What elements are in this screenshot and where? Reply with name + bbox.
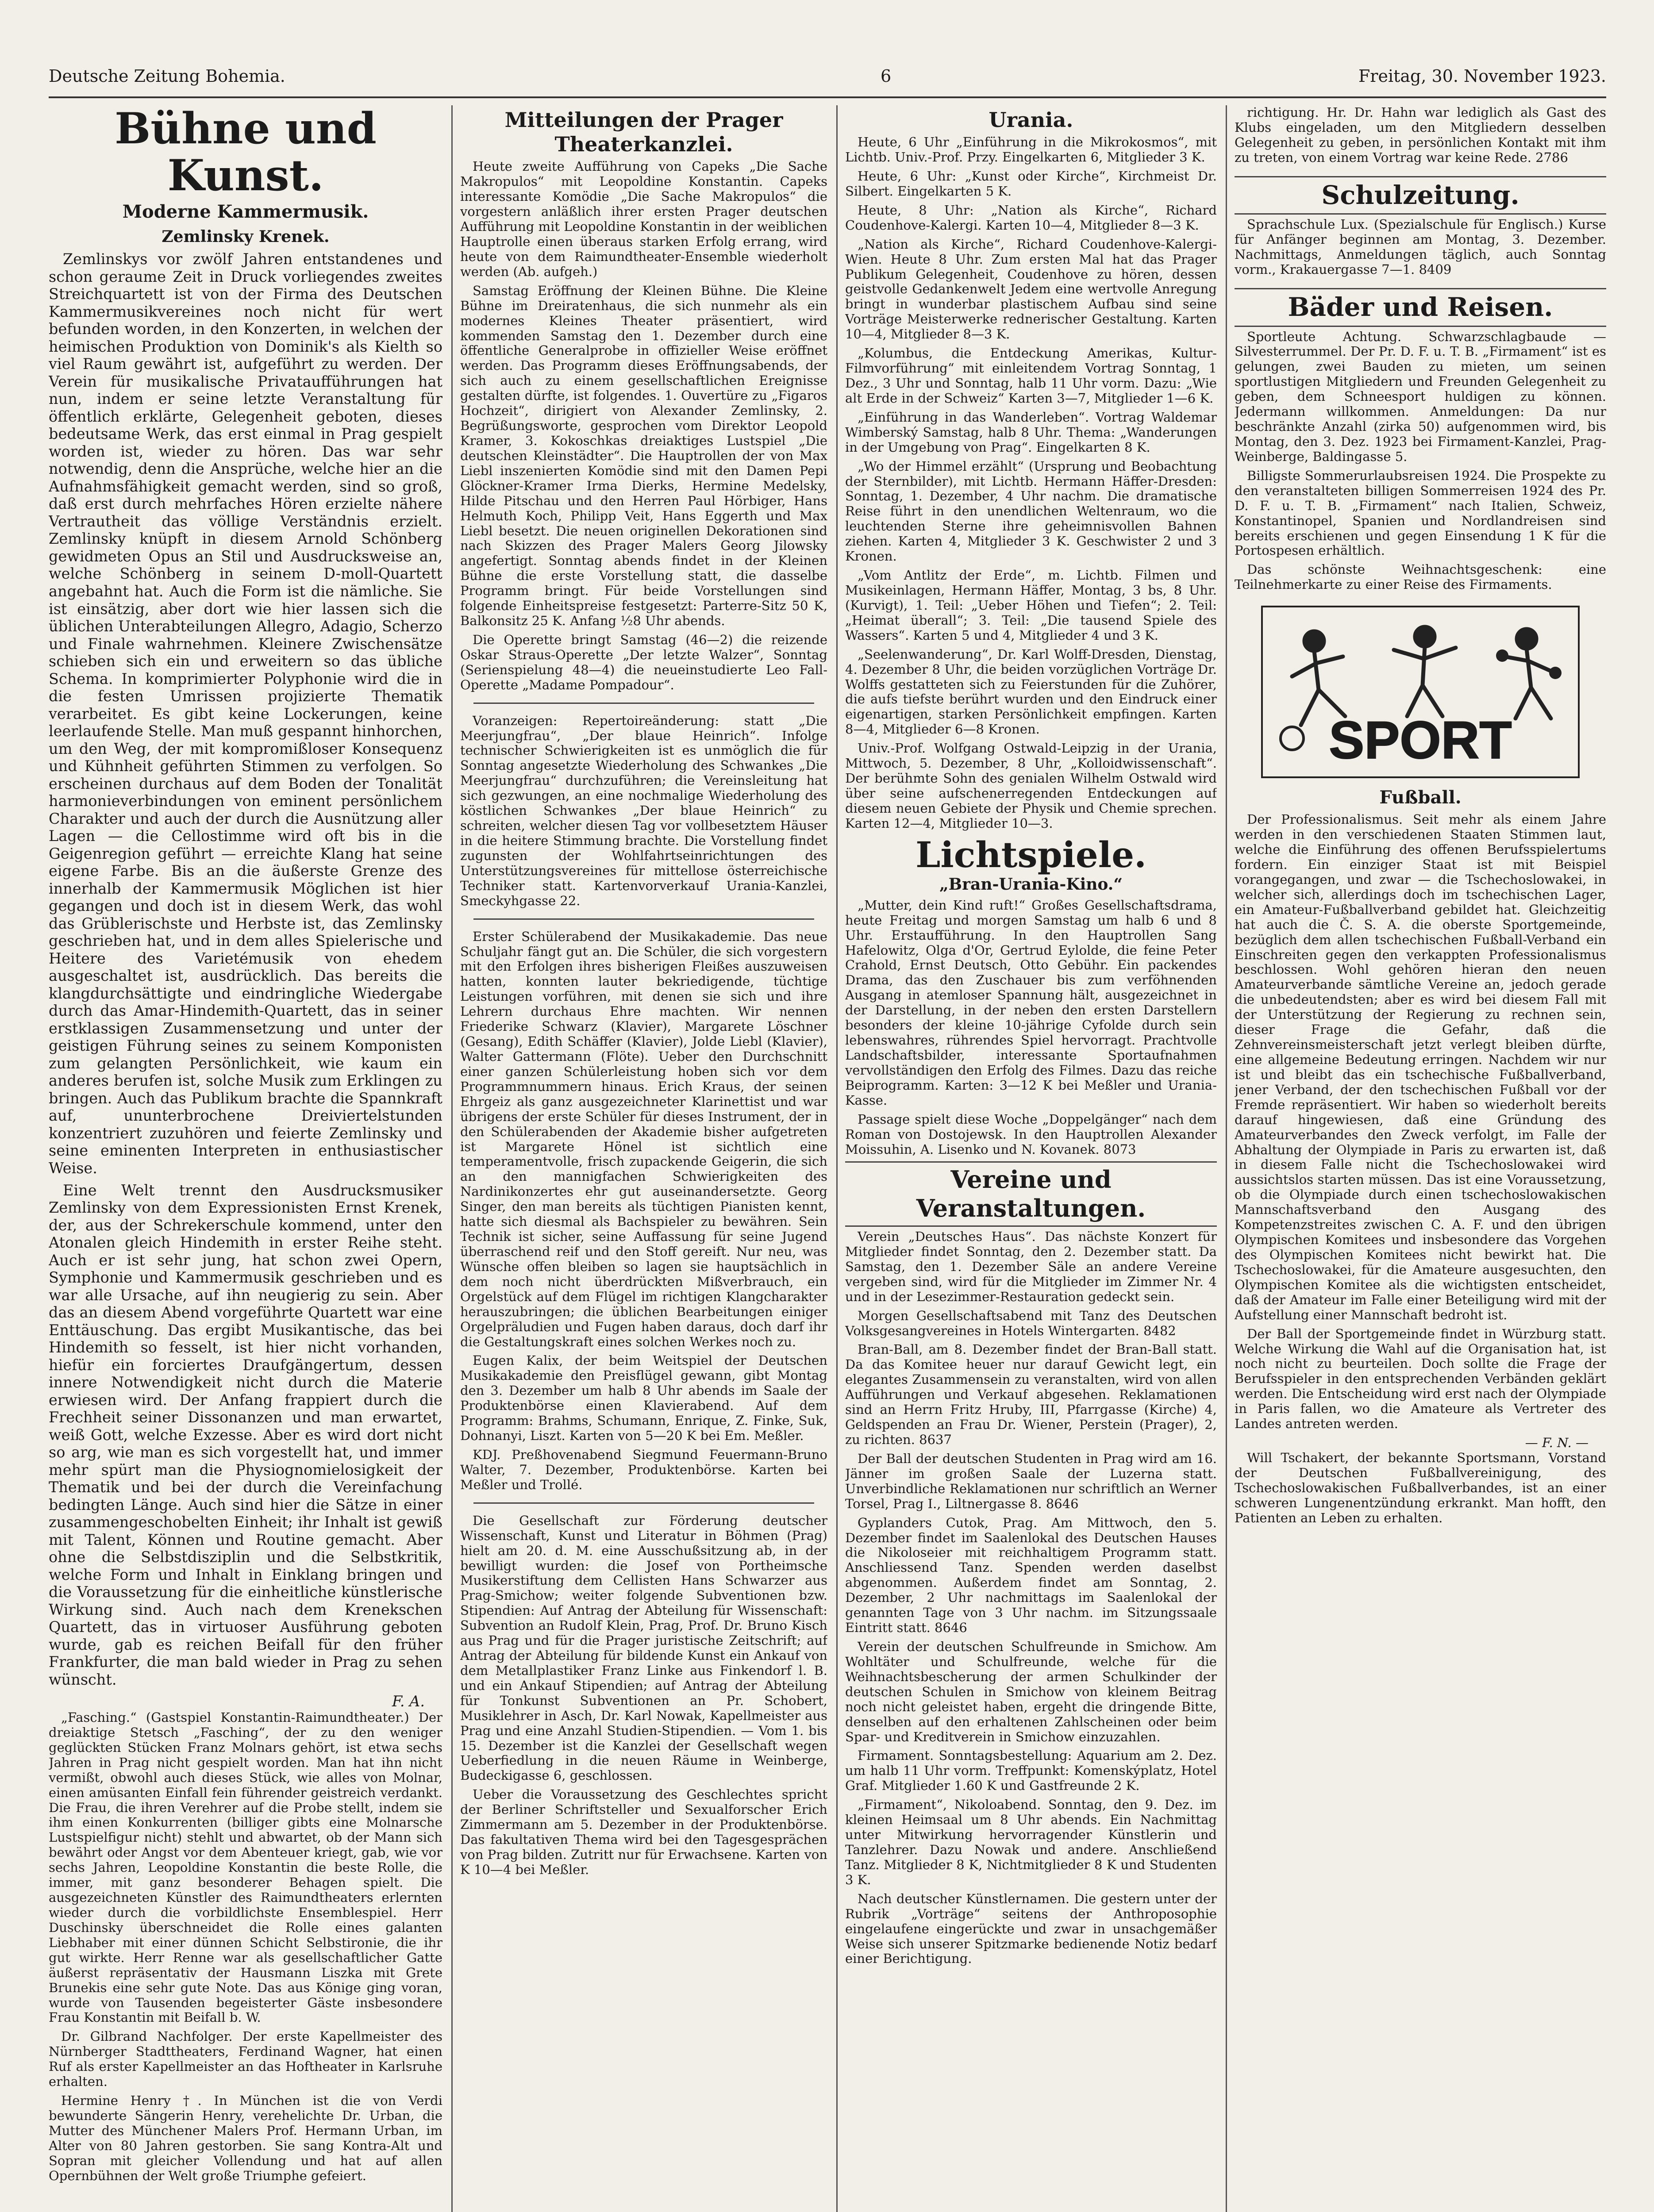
sport-emblem (1261, 606, 1580, 778)
paragraph: „Mutter, dein Kind ruft!“ Großes Gesellschaftsdrama, heute Freitag und morgen Samstag um halb 6 und 8 Uhr. Erstaufführung. In den Hauptrollen Sang Hafelowitz, Olga d'Or, Gertrud Eylolde, die feine Peter Crahold, Ernst Deutsch, Otto Gebühr. Ein packendes Drama, das den Zuschauer bis zum verföhnenden Ausgang in atemloser Spannung hält, ausgezeichnet in der Darstellung, in der neben den ersten Darstellern besonders der kleine 10-jährige Cyfolde durch sein lebenswahres, rührendes Spiel hervorragt. Prachtvolle Landschaftsbilder, interessante Sportaufnahmen vervollständigen den Erfolg des Filmes. Dazu das reiche Beiprogramm. Karten: 3—12 K bei Meßler und Urania-Kasse. (845, 897, 1217, 1108)
paragraph: Die Operette bringt Samstag (46—2) die reizende Oskar Straus-Operette „Der letzte Walzer“, Sonntag (Serienspielung 48—4) die neueinstudierte Leo Fall-Operette „Madame Pompadour“. (460, 632, 827, 692)
baeder-notices (1235, 330, 1606, 593)
sport-word: SPORT (1329, 710, 1512, 770)
paragraph: Samstag Eröffnung der Kleinen Bühne. Die Kleine Bühne im Dreiratenhaus, die sich nunmehr als ein modernes Kleines Theater präsentiert, wird kommenden Samstag den 1. Dezember durch eine öffentliche Generalprobe in offizieller Weise eröffnet werden. Das Programm dieses Eröffnungsabends, der sich auch zu einem gesellschaftlichen Ereignisse gestalten dürfte, ist folgendes. 1. Ouvertüre zu „Figaros Hochzeit“, dirigiert von Alexander Zemlinsky, 2. Begrüßungsworte, gesprochen vom Direktor Leopold Kramer, 3. Kokoschkas dreiaktiges Lustspiel „Die deutschen Kleinstädter“. Die Hauptrollen der von Max Liebl inszenierten Komödie sind mit den Damen Pepi Glöckner-Kramer Irma Dierks, Hermine Medelsky, Hilde Pitschau und den Herren Paul Hörbiger, Hans Helmuth Koch, Philipp Veit, Hans Eggerth und Max Liebl besetzt. Die neuen originellen Dekorationen sind nach Skizzen des Prager Malers Georg Jilowsky angefertigt. Sonntag abends findet in der Kleinen Bühne die erste Vorstellung statt, die dasselbe Programm bringt. Für beide Vorstellungen sind folgende Einheitspreise festgesetzt: Parterre-Sitz 50 K, Balkonsitz 25 K. Anfang ½8 Uhr abends. (460, 283, 827, 629)
paragraph: Heute, 6 Uhr „Einführung in die Mikrokosmos“, mit Lichtb. Univ.-Prof. Przy. Eingelkarten 6, Mitglieder 3 K. (845, 134, 1217, 165)
paragraph: Sportleute Achtung. Schwarzschlagbaude — Silvesterrummel. Der Pr. D. F. u. T. B. „Firmament“ ist es gelungen, zwei Bauden zu mieten, um seinen sportlustigen Mitgliedern und Freunden Gelegenheit zu geben, dem Schneesport huldigen zu können. Jedermann willkommen. Anmeldungen: Da nur beschränkte Anzahl (zirka 50) aufgenommen wird, bis Montag, den 3. Dez. 1923 bei Firmament-Kanzlei, Prag-Weinberge, Baldingasse 5. (1235, 329, 1606, 464)
paragraph: Zemlinskys vor zwölf Jahren entstandenes und schon geraume Zeit in Druck vorliegendes zweites Streichquartett ist von der Firma des Deutschen Kammermusikvereines noch nicht für wert befunden worden, in den Konzerten, in welchen der heimischen Produktion von Dominik's als Kielth so viel Raum gewährt ist, aufgeführt zu werden. Der Verein für musikalische Privataufführungen hat nun, indem er seine letzte Veranstaltung für öffentlich erklärte, Gelegenheit geboten, dieses bedeutsame Werk, das erst einmal in Prag gespielt worden ist, wieder zu hören. Das war sehr notwendig, denn die Ansprüche, welche hier an die Aufnahmsfähigkeit gemacht werden, sind so groß, daß erst durch mehrfaches Hören erzielte nähere Vertrautheit das völlige Verständnis erzielt. Zemlinsky knüpft in diesem Arnold Schönberg gewidmeten Opus an Stil und Ausdrucksweise an, welche Schönberg in seinem D-moll-Quartett angebahnt hat. Auch die Form ist die nämliche. Sie ist einsätzig, aber dort wie hier lassen sich die üblichen Unterabteilungen Allegro, Adagio, Scherzo und Finale wahrnehmen. Kleinere Zwischensätze schieben sich ein und erweitern so das übliche Schema. In komprimierter Polyphonie wird die in die festen Umrissen projizierte Thematik verarbeitet. Es gibt keine Lockerungen, keine leerlaufende Stelle. Man muß gespannt hinhorchen, um den Weg, der mit kompromißloser Konsequenz und Kühnheit geführten Stimmen zu verfolgen. So erscheinen durchaus auf dem Boden der Tonalität harmonieverbindungen von eminent persönlichem Charakter und auch der durch die Ausnützung aller Lagen — die Cellostimme wird oft bis in die Geigenregion geführt — erreichte Klang hat seine eigene Farbe. Bis an die äußerste Grenze des innerhalb der Kammermusik Möglichen ist hier gegangen und doch ist in diesem Werk, das wohl das Grüblerischste und Herbste ist, das Zemlinsky geschrieben hat, und in dem alles Spielerische und Heitere des Varietémusik von ehedem ausgeschaltet ist, ausdrücklich. Das bereits die klangdurchsättigte und eindringliche Wiedergabe durch das Amar-Hindemith-Quartett, das in seiner erstklassigen Zusammensetzung und unter der geistigen Führung seines zu seinem Komponisten zum gelangten Persönlichkeit, wie kaum ein anderes berufen ist, solche Musik zum Erklingen zu bringen. Auch das Publikum brachte die Spannkraft auf, ununterbrochene Dreiviertelstunden konzentriert zuzuhören und feierte Zemlinsky und seine eminenten Interpreten in enthusiastischer Weise. (49, 250, 442, 1177)
section-title-vereine: Vereine und Veranstaltungen. (845, 1161, 1217, 1227)
paragraph: richtigung. Hr. Dr. Hahn war lediglich als Gast des Klubs eingeladen, um den Mitgliedern desselben Gelegenheit zu geben, in persönlichen Kontakt mit ihm zu treten, von einem Vortrag war keine Rede. 2786 (1235, 105, 1606, 165)
section-title-buehne: Bühne und Kunst. (115, 105, 377, 200)
paragraph: Bran-Ball, am 8. Dezember findet der Bran-Ball statt. Da das Komitee heuer nur darauf Gewicht legt, ein elegantes Zusammensein zu veranstalten, wird von allen Aufführungen und Verkauf abgesehen. Reklamationen sind an Herrn Fritz Hruby, III, Pfarrgasse (Kirche) 4, Geldspenden an Frau Dr. Wiener, Perstein (Prager), 2, zu richten. 8637 (845, 1342, 1217, 1447)
column-1 (49, 105, 442, 2212)
header-date: Freitag, 30. November 1923. (1358, 66, 1606, 86)
paragraph: Verein der deutschen Schulfreunde in Smichow. Am Wohltäter und Schulfreunde, welche für die Weihnachtsbescherung der armen Schulkinder der deutschen Schulen in Smichow von kleinem Beitrag noch nicht geleistet haben, ergeht die dringende Bitte, denselben auf den erhaltenen Zahlscheinen oder beim Spar- und Kreditverein in Smichow einzuzahlen. (845, 1639, 1217, 1744)
fussball-notices (1235, 812, 1606, 1525)
paragraph: Voranzeigen: Repertoireänderung: statt „Die Meerjungfrau“, „Der blaue Heinrich“. Infolge technischer Schwierigkeiten ist es unmöglich die für Sonntag angesetzte Wiederholung des Schwankes „Die Meerjungfrau“ durchzuführen; die Vereinsleitung hat sich gezwungen, an eine nochmalige Wiederholung des köstlichen Schwankes „Der blaue Heinrich“ zu schreiten, welcher diesen Tag vor vollbesetztem Häuser in die heitere Stimmung brachte. Die Vorstellung findet zugunsten der Wohlfahrtseinrichtungen des Unterstützungsvereines für mittellose österreichische Techniker statt. Kartenvorverkauf Urania-Kanzlei, Smeckyhgasse 22. (460, 713, 827, 908)
section-title-schulzeitung: Schulzeitung. (1235, 176, 1606, 215)
paragraph: Morgen Gesellschaftsabend mit Tanz des Deutschen Volksgesangvereines in Hotels Wintergarten. 8482 (845, 1308, 1217, 1338)
paragraph: „Fasching.“ (Gastspiel Konstantin-Raimundtheater.) Der dreiaktige Stetsch „Fasching“, der zu den weniger geglückten Stücken Franz Molnars gehört, ist etwa sechs Jahren in Prag nicht gespielt worden. Man hat ihn nicht vermißt, obwohl auch dieses Stück, wie alles von Molnar, einen amüsanten Einfall fein führender geistreich verdankt. Die Frau, die ihren Verehrer auf die Probe stellt, indem sie ihm einen Konkurrenten (billiger gibts eine Molnarsche Lustspielfigur nicht) stehlt und abwartet, ob der Mann sich bewährt oder Angst vor dem Abenteuer kriegt, gab, wie vor sechs Jahren, Leopoldine Konstantin die beste Rolle, die immer, mit ganz besonderer Behagen spielt. Die ausgezeichneten Künstler des Raimundtheaters erlernten wieder durch die vorbildlichste Ensemblespiel. Herr Duschinsky überschneidet die Rolle eines galanten Liebhaber mit einer dünnen Schicht Selbstironie, die ihr gut wirkte. Herr Renne war als gesellschaftlicher Gatte äußerst repräsentativ der Hausmann Liszka mit Grete Brunekis eine sehr gute Note. Das aus Könige ging voran, wurde von Tausenden begeisterter Gäste insbesondere Frau Konstantin mit Beifall b. W. (49, 1709, 442, 2025)
paragraph: Verein „Deutsches Haus“. Das nächste Konzert für Mitglieder findet Sonntag, den 2. Dezember statt. Da Samstag, den 1. Dezember Säle an andere Vereine vergeben sind, wird für die Mitglieder im Zimmer Nr. 4 und in der Lesezimmer-Restauration gedeckt sein. (845, 1229, 1217, 1304)
section-title-urania: Urania. (989, 108, 1073, 132)
column-divider (451, 105, 453, 2212)
paragraph: Heute, 6 Uhr: „Kunst oder Kirche“, Kirchmeist Dr. Silbert. Eingelkarten 5 K. (845, 169, 1217, 199)
column-divider (836, 105, 838, 2212)
continued-notice (1235, 105, 1606, 165)
header-rule (49, 96, 1606, 98)
paragraph: Gyplanders Cutok, Prag. Am Mittwoch, den 5. Dezember findet im Saalenlokal des Deutschen Hauses die Nikoloseier mit reichhaltigem Programm statt. Anschliessend Tanz. Spenden werden daselbst abgenommen. Außerdem findet am Sonntag, 2. Dezember, 2 Uhr nachmittags im Saalenlokal der genannten Tage von 3 Uhr nachm. im Sitzungssaale Eintritt statt. 8646 (845, 1515, 1217, 1636)
page-header (49, 66, 1606, 93)
divider (473, 918, 814, 920)
signature: — F. N. — (1525, 1435, 1589, 1451)
cinema-notices (845, 898, 1217, 1157)
paragraph: Heute, 8 Uhr: „Nation als Kirche“, Richard Coudenhove-Kalergi. Karten 10—4, Mitglieder 8—3 K. (845, 202, 1217, 233)
paragraph: Eine Welt trennt den Ausdrucksmusiker Zemlinsky von dem Expressionisten Ernst Krenek, der, aus der Schrekerschule kommend, unter den Atonalen gleich Hindemith in erster Reihe steht. Auch er ist sehr jung, hat schon zwei Opern, Symphonie und Kammermusik geschrieben und es war alle Ursache, auf ihn neugierig zu sein. Aber das an diesem Abend vorgeführte Quartett war eine Enttäuschung. Das ergibt Musikantische, das bei Hindemith so fesselt, ist hier nicht vorhanden, hiefür ein forciertes Draufgängertum, dessen innere Notwendigkeit nicht durch die Materie erwiesen wird. Der Anfang frappiert durch die Frechheit seiner Dissonanzen und man erwartet, weiß Gott, welche Exzesse. Aber es wird dort nicht so arg, wie man es sich vorgestellt hat, und immer mehr spürt man die Physiognomielosigkeit der Thematik und bei der durch die Vereinfachung bedingten Länge. Auch sind hier die Sätze in einer zusammengeschobelten Einheit; ihr Inhalt ist gewiß mit Talent, Können und Routine gemacht. Aber ohne die Selbstdisziplin und die Selbstkritik, welche Form und Inhalt in Einklang bringen und die Voraussetzung für die einheitliche künstlerische Wirkung sind. Auch nach dem Krenekschen Quartett, das in virtuoser Ausführung geboten wurde, gab es reichen Beifall für den früher Frankfurter, die man bald wieder in Prag zu sehen wünscht. (49, 1181, 442, 1688)
divider (473, 703, 814, 704)
cinema-name: „Bran-Urania-Kino.“ (939, 875, 1123, 894)
column-2 (460, 105, 827, 2212)
schul-notices (1235, 217, 1606, 277)
vereine-notices (845, 1229, 1217, 1966)
paragraph: Heute zweite Aufführung von Capeks „Die Sache Makropulos“ mit Leopoldine Konstantin. Capeks interessante Komödie „Die Sache Makropulos“ die vorgestern anläßlich ihrer ersten Prager deutschen Aufführung mit Leopoldine Konstantin in der weiblichen Hauptrolle einen überaus starken Erfolg errang, wird heute von dem Raimundtheater-Ensemble wiederholt werden (Ab. aufgeh.) (460, 159, 827, 279)
paragraph: „Wo der Himmel erzählt“ (Ursprung und Beobachtung der Sternbilder), mit Lichtb. Hermann Häffer-Dresden: Sonntag, 1. Dezember, 4 Uhr nachm. Die dramatische Reise führt in den unendlichen Weltenraum, wo die leuchtenden Sterne ihre geheimnisvollen Bahnen ziehen. Karten 4, Mitglieder 3 K. Geschwister 2 und 3 Kronen. (845, 458, 1217, 564)
theater-notices (460, 159, 827, 1877)
paragraph: KDJ. Preßhovenabend Siegmund Feuermann-Bruno Walter, 7. Dezember, Produktenbörse. Karten bei Meßler und Trollé. (460, 1447, 827, 1492)
urania-notices (845, 135, 1217, 831)
section-title-fussball: Fußball. (1379, 787, 1462, 808)
paragraph: Erster Schülerabend der Musikakademie. Das neue Schuljahr fängt gut an. Die Schüler, die sich vorgestern mit den Erfolgen ihres bisherigen Fleißes auszuweisen hatten, konnten lauter bekriedigende, tüchtige Leistungen vorführen, mit denen sie sich und ihre Lehrern durchaus Ehre machten. Wir nennen Friederike Schwarz (Klavier), Margarete Löschner (Gesang), Edith Schäffer (Klavier), Jolde Liebl (Klavier), Walter Gattermann (Flöte). Ueber den Durchschnitt einer ganzen Schülerleistung hoben sich vor dem Programmnummern hinaus. Erich Kraus, der seinen Ehrgeiz als ganz ausgezeichneter Klarinettist und war übrigens der erste Schüler für dieses Instrument, der in den Schülerabenden der Akademie bisher aufgetreten ist Margarete Hönel ist sichtlich eine temperamentvolle, frisch zupackende Geigerin, die sich an den mannigfachen Schwierigkeiten des Nardinikonzertes ehr gut auseinandersetzte. Georg Singer, den man bereits als tüchtigen Pianisten kennt, hatte sich diesmal als Bachspieler zu bewähren. Sein Technik ist sicher, seine Auffassung für seine Jugend überraschend reif und den Stoff gereift. Nur neu, was Wünsche offen bleiben so lagen sie hauptsächlich in dem noch nicht überdrückten Mißverbrauch, ein Orgelstück auf dem Flügel im richtigen Klangcharakter herauszubringen; die üblichen Bearbeitungen einiger Orgelpräludien und Fugen haben daraus, doch darf ihr die Gestaltungskraft eines solchen Werkes noch zu. (460, 929, 827, 1349)
paragraph: „Nation als Kirche“, Richard Coudenhove-Kalergi-Wien. Heute 8 Uhr. Zum ersten Mal hat das Prager Publikum Gelegenheit, Coudenhove zu hören, dessen geistvolle Gedankenwelt Jedem eine wertvolle Anregung bringt in wunderbar plastischem Aufbau sind seine Vorträge Meisterwerke rednerischer Gestaltung. Karten 10—4, Mitglieder 8—3 K. (845, 236, 1217, 342)
paragraph: Univ.-Prof. Wolfgang Ostwald-Leipzig in der Urania, Mittwoch, 5. Dezember, 8 Uhr, „Kolloidwissenschaft“. Der berühmte Sohn des genialen Wilhelm Ostwald wird über seine aufschenerregenden Entdeckungen auf diesem neuen Gebiete der Physik und Chemie sprechen. Karten 12—4, Mitglieder 10—3. (845, 741, 1217, 831)
paragraph: Sprachschule Lux. (Spezialschule für Englisch.) Kurse für Anfänger beginnen am Montag, 3. Dezember. Nachmittags, Anmeldungen täglich, auch Sonntag vorm., Krakauergasse 7—1. 8409 (1235, 217, 1606, 277)
paragraph: Will Tschakert, der bekannte Sportsmann, Vorstand der Deutschen Fußballvereinigung, des Tschechoslowakischen Fußballverbandes, ist an einer schweren Lungenentzündung erkrankt. Man hofft, den Patienten an Leben zu erhalten. (1235, 1450, 1606, 1525)
paragraph: Ueber die Voraussetzung des Geschlechtes spricht der Berliner Schriftsteller und Sexualforscher Erich Zimmermann am 5. Dezember in der Produktenbörse. Das fakultativen Thema wird bei den Tagesgesprächen von Prag bilden. Zutritt nur für Erwachsene. Karten von K 10—4 bei Meßler. (460, 1787, 827, 1877)
paragraph: Der Professionalismus. Seit mehr als einem Jahre werden in den verschiedenen Staaten Stimmen laut, welche die Einführung des offenen Berufsspielertums fordern. Ein einziger Staat ist mit Beispiel vorangegangen, und zwar — die Tschechoslowakei, in welcher sich, allerdings doch im tschechischen Lager, ein Amateur-Fußballverband gebildet hat. Gleichzeitig hat auch die Č. S. A. die oberste Sportgemeinde, bezüglich dem allen tschechischen Fußball-Verband ein Einschreiten gegen den verkappten Professionalismus beschlossen. Wohl gehören hieran den neuen Amateurverbande sämtliche Vereine an, jedoch gerade die unbedeutendsten; aber es wird bei diesem Fall mit der Unterstützung der Regierung zu rechnen sein, dieser Frage die Gefahr, daß die Zehnvereinsmeisterschaft jetzt verlegt bleiben dürfte, eine allgemeine Bedeutung erringen. Nachdem wir nur ist und bleibt das ein tschechische Fußballverband, jener Verband, der den tschechischen Fußball vor der Fremde repräsentiert. Wir haben so wiederholt bereits darauf hingewiesen, daß eine Gründung des Amateurverbandes den Zweck verfolgt, im Falle der Abhaltung der Olympiade in Paris zu erwarten ist, daß in diesem Falle nicht die Tschechoslowakei wird aussichtslos starten müssen. Das ist eine Voraussetzung, ob die Olympiade durch einen tschechoslowakischen Mannschaftsverband den Ausgang des Kompetenzstreites zwischen C. A. F. und den übrigen Olympischen Komitees und insbesondere das Vorgehen des Olympischen Komitees nicht bewirkt hat. Die Tschechoslowakei, für die Amateure ausgesuchten, den Olympischen Komitee als die wichtigsten entscheidet, daß der Amateur im Falle einer Beteiligung wird mit der Aufstellung einer Mannschaft bedroht ist. (1235, 812, 1606, 1322)
section-title-baeder: Bäder und Reisen. (1235, 288, 1606, 327)
paragraph: „Firmament“, Nikoloabend. Sonntag, den 9. Dez. im kleinen Heimsaal um 8 Uhr abends. Ein Nachmittag unter Mitwirkung hervorragender Künstlerin und Tanzlehrer. Dazu Nowak und andere. Anschließend Tanz. Mitglieder 8 K, Nichtmitglieder 8 K und Studenten 3 K. (845, 1797, 1217, 1887)
paragraph: Der Ball der Sportgemeinde findet in Würzburg statt. Welche Wirkung die Wahl auf die Organisation hat, ist noch nicht zu beurteilen. Doch sollte die Frage der Berufsspieler in den entsprechenden Verbänden geklärt werden. Die Entscheidung wird erst nach der Olympiade in Paris fallen, wo die Amateure als Vertreter des Landes antreten werden. (1235, 1326, 1606, 1432)
column-4 (1235, 105, 1606, 2212)
signature: F. A. (392, 1693, 425, 1710)
paragraph: Hermine Henry †. In München ist die von Verdi bewunderte Sängerin Henry, verehelichte Dr. Urban, die Mutter des Münchener Malers Prof. Hermann Urban, im Alter von 80 Jahren gestorben. Sie sang Kontra-Alt und Sopran mit gleicher Vollendung und hat auf allen Opernbühnen der Welt große Triumphe gefeiert. (49, 2093, 442, 2183)
column-3 (845, 105, 1217, 2212)
sport-illustration (1261, 606, 1580, 778)
article-subheading: Zemlinsky Krenek. (162, 227, 330, 246)
paragraph: „Vom Antlitz der Erde“, m. Lichtb. Filmen und Musikeinlagen, Hermann Häffer, Montag, 3 bs, 8 Uhr. (Kurvigt), 1. Teil: „Ueber Höhen und Tiefen“; 2. Teil: „Heimat überall“; 3. Teil: „Die tausend Spiele des Wassers“. Karten 5 und 4, Mitglieder 4 und 3 K. (845, 568, 1217, 643)
paragraph: „Einführung in das Wanderleben“. Vortrag Waldemar Wimberský Samstag, halb 8 Uhr. Thema: „Wanderungen in der Umgebung von Prag“. Eingelkarten 8 K. (845, 409, 1217, 455)
paragraph: Billigste Sommerurlaubsreisen 1924. Die Prospekte zu den veranstalteten billigen Sommerreisen 1924 des Pr. D. F. u. T. B. „Firmament“ nach Italien, Schweiz, Konstantinopel, Spanien und Nordlandreisen sind bereits erschienen und gegen Einsendung 1 K für die Portospesen erhältlich. (1235, 468, 1606, 558)
notices (49, 1710, 442, 2184)
header-paper-name: Deutsche Zeitung Bohemia. (49, 66, 285, 86)
paragraph: „Kolumbus, die Entdeckung Amerikas, Kultur-Filmvorführung“ mit einleitendem Vortrag Sonntag, 1 Dez., 3 Uhr und Sonntag, halb 11 Uhr vorm. Dazu: „Wie alt Erde in der Schweiz“ Karten 3—7, Mitglieder 1—6 K. (845, 346, 1217, 406)
paragraph: Nach deutscher Künstlernamen. Die gestern unter der Rubrik „Vorträge“ seitens der Anthroposophie eingelaufene eingerückte und zwar in unsachgemäßer Weise sich unserer Spitzmarke bedienende Notiz bedarf einer Berichtigung. (845, 1891, 1217, 1966)
divider (473, 1502, 814, 1504)
header-page-number: 6 (881, 66, 892, 86)
paragraph: Firmament. Sonntagsbestellung: Aquarium am 2. Dez. um halb 11 Uhr vorm. Treffpunkt: Komenskýplatz, Hotel Graf. Mitglieder 1.60 K und Gastfreunde 2 K. (845, 1748, 1217, 1793)
section-title-lichtspiele: Lichtspiele. (915, 833, 1146, 876)
paragraph: Dr. Gilbrand Nachfolger. Der erste Kapellmeister des Nürnberger Stadttheaters, Ferdinand Wagner, hat einen Ruf als erster Kapellmeister an das Hoftheater in Karlsruhe erhalten. (49, 2029, 442, 2089)
paragraph: Eugen Kalix, der beim Weitspiel der Deutschen Musikakademie den Preisflügel gewann, gibt Montag den 3. Dezember um halb 8 Uhr abends im Saale der Produktenbörse einen Klavierabend. Auf dem Programm: Brahms, Schumann, Enrique, Z. Finke, Suk, Dohnanyi, Liszt. Karten von 5—20 K bei Em. Meßler. (460, 1353, 827, 1444)
column-divider (1226, 105, 1227, 2212)
paragraph: Das schönste Weihnachtsgeschenk: eine Teilnehmerkarte zu einer Reise des Firmaments. (1235, 562, 1606, 592)
section-title-theaterkanzlei: Mitteilungen der Prager Theaterkanzlei. (504, 108, 783, 157)
paragraph: Die Gesellschaft zur Förderung deutscher Wissenschaft, Kunst und Literatur in Böhmen (Prag) hielt am 20. d. M. eine Ausschußsitzung ab, in der bewilligt wurden: die Josef von Portheimsche Musikerstiftung dem Cellisten Hans Schwarzer aus Prag-Smichow; weiter folgende Subventionen bzw. Stipendien: Auf Antrag der Abteilung für Wissenschaft: Subvention an Rudolf Klein, Prag, Prof. Dr. Bruno Kisch aus Prag und für die Prager juristische Zeitschrift; auf Antrag der Abteilung für bildende Kunst ein Ankauf von dem Metallplastiker Franz Linke aus Finkendorf l. B. und ein Ankauf Stipendien; auf Antrag der Abteilung für Tonkunst Subventionen an Pr. Schobert, Musiklehrer in Asch, Dr. Karl Nowak, Kapellmeister aus Prag und eine Anzahl Studien-Stipendien. — Vom 1. bis 15. Dezember ist die Kanzlei der Gesellschaft wegen Ueberfiedlung in die neuen Räume in Weinberge, Budeckigasse 6, geschlossen. (460, 1513, 827, 1783)
paragraph: Der Ball der deutschen Studenten in Prag wird am 16. Jänner im großen Saale der Luzerna statt. Unverbindliche Reklamationen nur schriftlich an Werner Torsel, Prag I., Liltnergasse 8. 8646 (845, 1451, 1217, 1511)
paragraph: Passage spielt diese Woche „Doppelgänger“ nach dem Roman von Dostojewsk. In den Hauptrollen Alexander Moissuhin, A. Lisenko und N. Kovanek. 8073 (845, 1111, 1217, 1157)
article-heading: Moderne Kammermusik. (122, 201, 369, 223)
article-body (49, 250, 442, 1710)
paragraph: „Seelenwanderung“, Dr. Karl Wolff-Dresden, Dienstag, 4. Dezember 8 Uhr, die beiden vorzüglichen Vorträge Dr. Wolffs gestatteten sich zu Feierstunden für die Zuhörer, die aufs tiefste berührt wurden und den Eindruck einer eigenartigen, starken Persönlichkeit empfingen. Karten 8—4, Mitglieder 6—8 Kronen. (845, 646, 1217, 737)
